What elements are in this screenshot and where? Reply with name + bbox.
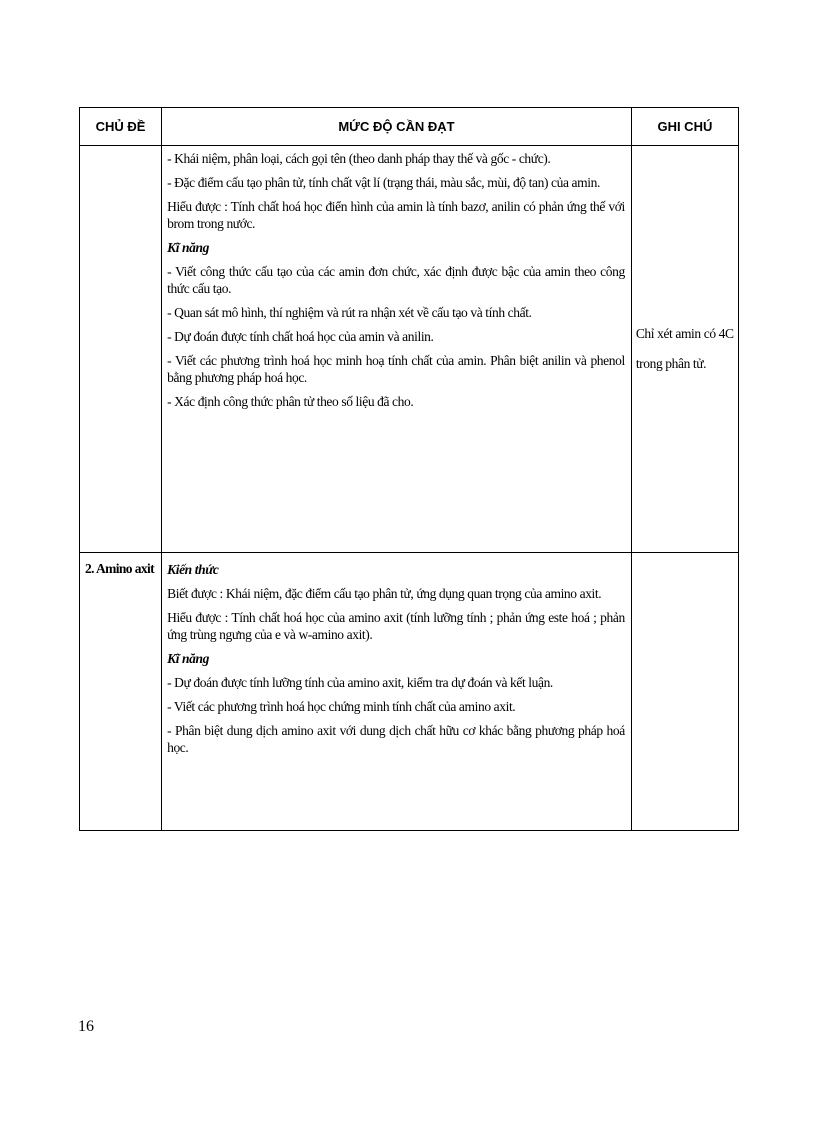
level-cell-amin: [162, 146, 632, 553]
skill-line: - Viết các phương trình hoá học minh hoạ tính chất của amin. Phân biệt anilin và phenol bằng phương pháp hoá học.: [167, 353, 625, 385]
knowledge-heading: Kiến thức: [167, 562, 219, 577]
skill-line: - Dự đoán được tính chất hoá học của amin và anilin.: [167, 329, 434, 344]
topic-label: 2. Amino axit: [85, 561, 155, 576]
skills-heading: Kĩ năng: [167, 651, 209, 666]
note-text: Chỉ xét amin có 4C trong phân tử.: [635, 326, 734, 371]
level-cell-amino-axit: [162, 553, 632, 831]
table-row-amin: [80, 146, 739, 553]
skill-line: - Quan sát mô hình, thí nghiệm và rút ra nhận xét về cấu tạo và tính chất.: [167, 305, 532, 320]
knowledge-line: - Đặc điểm cấu tạo phân tử, tính chất vật lí (trạng thái, màu sắc, mùi, độ tan) của amin.: [167, 175, 600, 190]
skill-line: - Dự đoán được tính lưỡng tính của amino axit, kiểm tra dự đoán và kết luận.: [167, 675, 553, 690]
knowledge-line: Biết được : Khái niệm, đặc điểm cấu tạo phân tử, ứng dụng quan trọng của amino axit.: [167, 586, 602, 601]
skill-line: - Xác định công thức phân tử theo số liệu đã cho.: [167, 394, 414, 409]
skill-line: - Viết các phương trình hoá học chứng minh tính chất của amino axit.: [167, 699, 516, 714]
header-note: GHI CHÚ: [631, 108, 738, 146]
topic-cell-amino-axit: [80, 553, 162, 831]
skill-line: - Viết công thức cấu tạo của các amin đơn chức, xác định được bậc của amin theo công thức cấu tạo.: [167, 264, 625, 296]
table-row-amino-axit: [80, 553, 739, 831]
knowledge-line: - Khái niệm, phân loại, cách gọi tên (theo danh pháp thay thế và gốc - chức).: [167, 151, 551, 166]
skill-line: - Phân biệt dung dịch amino axit với dung dịch chất hữu cơ khác bằng phương pháp hoá học.: [167, 723, 625, 755]
knowledge-line: Hiểu được : Tính chất hoá học của amino axit (tính lưỡng tính ; phản ứng este hoá ; phản ứng trùng ngưng của e và w-amino axit).: [167, 610, 625, 642]
knowledge-line: Hiểu được : Tính chất hoá học điển hình của amin là tính bazơ, anilin có phản ứng thế với brom trong nước.: [167, 199, 625, 231]
skills-heading: Kĩ năng: [167, 240, 209, 255]
header-topic: CHỦ ĐỀ: [80, 108, 162, 146]
topic-cell-amin: [80, 146, 162, 553]
curriculum-table: [79, 107, 739, 831]
page-number: 16: [78, 1018, 94, 1035]
note-cell-amin: [631, 146, 738, 553]
header-level: MỨC ĐỘ CẦN ĐẠT: [162, 108, 632, 146]
note-cell-amino-axit: [631, 553, 738, 831]
header-row: [80, 108, 739, 146]
topic-label: [80, 146, 161, 154]
